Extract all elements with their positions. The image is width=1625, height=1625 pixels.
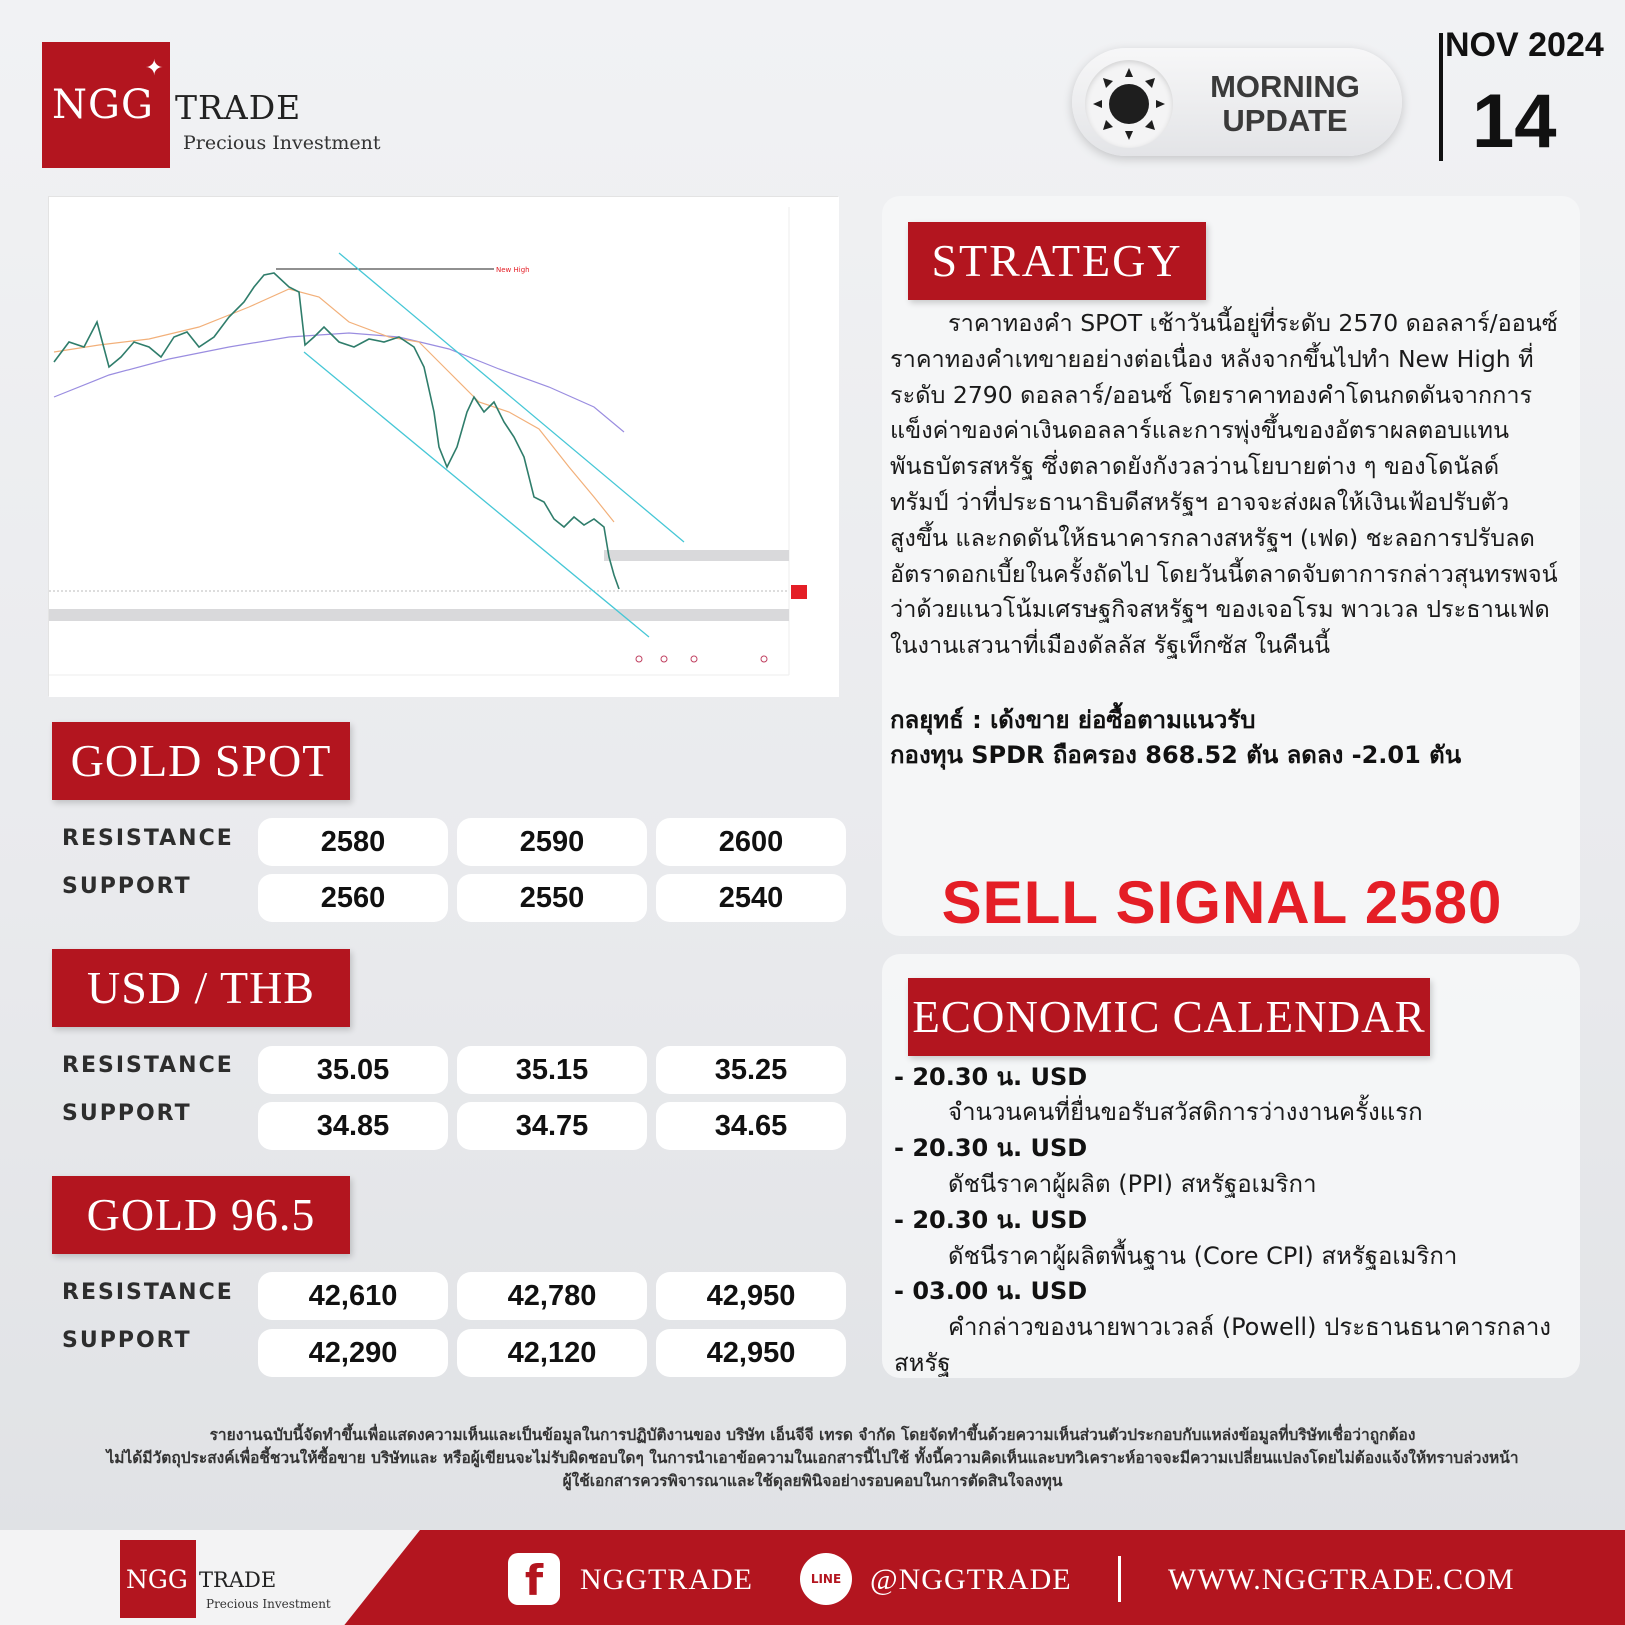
brand-logo-text: NGG xyxy=(52,82,154,128)
footer-logo-tagline: Precious Investment xyxy=(206,1597,331,1611)
website-link[interactable]: WWW.NGGTRADE.COM xyxy=(1168,1563,1515,1596)
event-description: ดัชนีราคาผู้ผลิตพื้นฐาน (Core CPI) สหรัฐอเมริกา xyxy=(948,1242,1458,1270)
strategy-line: แข็งค่าของค่าเงินดอลลาร์และการพุ่งขึ้นของอัตราผลตอบแทน xyxy=(890,416,1510,445)
strategy-line: ราคาทองคำ SPOT เช้าวันนี้อยู่ที่ระดับ 2570 ดอลลาร์/ออนซ์ xyxy=(948,309,1558,337)
strategy-line: ระดับ 2790 ดอลลาร์/ออนซ์ โดยราคาทองคำโดนกดดันจากการ xyxy=(890,380,1533,409)
strategy-line: ทรัมป์ ว่าที่ประธานาธิบดีสหรัฐฯ อาจจะส่งผลให้เงินเฟ้อปรับตัว xyxy=(890,487,1510,516)
gold-965-support-label: SUPPORT xyxy=(62,1328,192,1353)
usd-thb-support-label: SUPPORT xyxy=(62,1101,192,1126)
gold-spot-resistance-1: 2580 xyxy=(258,818,448,866)
disclaimer-line: ไม่ได้มีวัตถุประสงค์เพื่อชี้ชวนให้ซื้อขาย บริษัทและ หรือผู้เขียนจะไม่รับผิดชอบใดๆ ในการนำเอาข้อความในเอกสารนี้ไปใช้ ทั้งนี้ความคิดเห็นและบทวิเคราะห์อาจจะมีความเปลี่ยนแปลงโดยไม่ต้องแจ้งให้ทราบล่วงหน้า xyxy=(106,1449,1519,1467)
strategy-line: อัตราดอกเบี้ยในครั้งถัดไป โดยวันนี้ตลาดจับตาการกล่าวสุนทรพจน์ xyxy=(890,559,1558,588)
current-price-tag xyxy=(791,585,807,599)
event-time: - 20.30 น. USD xyxy=(894,1206,1088,1234)
event-description: จำนวนคนที่ยื่นขอรับสวัสดิการว่างงานครั้งแรก xyxy=(948,1098,1423,1126)
usd-thb-resistance-2: 35.15 xyxy=(457,1046,647,1094)
gold-965-support-2: 42,120 xyxy=(457,1329,647,1377)
gold-965-resistance-label: RESISTANCE xyxy=(62,1280,234,1305)
gold-spot-resistance-2: 2590 xyxy=(457,818,647,866)
gold-965-resistance-1: 42,610 xyxy=(258,1272,448,1320)
gold-spot-support-1: 2560 xyxy=(258,874,448,922)
event-time: - 03.00 น. USD xyxy=(894,1277,1088,1305)
morning-label: MORNING xyxy=(1210,69,1360,104)
facebook-handle[interactable]: NGGTRADE xyxy=(580,1563,753,1596)
gold-spot-support-label: SUPPORT xyxy=(62,874,192,899)
support-zone xyxy=(49,609,789,621)
disclaimer xyxy=(100,1424,1525,1493)
new-high-label: New High xyxy=(496,266,530,274)
brand-trade-text: TRADE xyxy=(175,88,302,127)
brand-tagline: Precious Investment xyxy=(183,132,381,154)
strategy-line: ราคาทองคำเทขายอย่างต่อเนื่อง หลังจากขึ้นไปทำ New High ที่ xyxy=(890,344,1534,373)
gold-965-support-1: 42,290 xyxy=(258,1329,448,1377)
strategy-line: สูงขึ้น และกดดันให้ธนาคารกลางสหรัฐฯ (เฟด) ชะลอการปรับลด xyxy=(890,523,1535,552)
brand-star-icon: ✦ xyxy=(145,56,164,81)
gold-965-support-3: 42,950 xyxy=(656,1329,846,1377)
gold-spot-support-3: 2540 xyxy=(656,874,846,922)
gold-spot-support-2: 2550 xyxy=(457,874,647,922)
strategy-line: ว่าด้วยแนวโน้มเศรษฐกิจสหรัฐฯ ของเจอโรม พาวเวล ประธานเฟด xyxy=(890,595,1550,624)
price-chart-svg xyxy=(49,197,839,697)
event-description: ดัชนีราคาผู้ผลิต (PPI) สหรัฐอเมริกา xyxy=(948,1170,1317,1198)
usd-thb-support-1: 34.85 xyxy=(258,1102,448,1150)
disclaimer-line: รายงานฉบับนี้จัดทำขึ้นเพื่อแสดงความเห็นและเป็นข้อมูลในการปฏิบัติงานของ บริษัท เอ็นจีจี เทรด จำกัด โดยจัดทำขึ้นด้วยความเห็นส่วนตัวประกอบกับแหล่งข้อมูลที่บริษัทเชื่อว่าถูกต้อง xyxy=(209,1426,1416,1444)
update-label: UPDATE xyxy=(1222,103,1348,138)
usd-thb-resistance-3: 35.25 xyxy=(656,1046,846,1094)
usd-thb-support-2: 34.75 xyxy=(457,1102,647,1150)
morning-update-label xyxy=(1190,70,1380,138)
date-divider xyxy=(1439,33,1443,161)
strategy-line: ในงานเสวนาที่เมืองดัลลัส รัฐเท็กซัส ในคืนนี้ xyxy=(890,631,1331,660)
calendar-header: ECONOMIC CALENDAR xyxy=(908,978,1430,1056)
resistance-zone xyxy=(604,550,789,561)
gold-spot-header: GOLD SPOT xyxy=(52,722,350,800)
strategy-body xyxy=(890,306,1588,664)
footer-logo-text: NGG xyxy=(126,1565,188,1594)
price-chart xyxy=(48,196,838,696)
gold-spot-resistance-label: RESISTANCE xyxy=(62,826,234,851)
disclaimer-line: ผู้ใช้เอกสารควรพิจารณาและใช้ดุลยพินิจอย่างรอบคอบในการตัดสินใจลงทุน xyxy=(562,1472,1063,1490)
line-handle[interactable]: @NGGTRADE xyxy=(870,1563,1072,1596)
usd-thb-resistance-label: RESISTANCE xyxy=(62,1053,234,1078)
strategy-header: STRATEGY xyxy=(908,222,1206,300)
event-time: - 20.30 น. USD xyxy=(894,1134,1088,1162)
event-time: - 20.30 น. USD xyxy=(894,1063,1088,1091)
usd-thb-support-3: 34.65 xyxy=(656,1102,846,1150)
event-description-cont: สหรัฐ xyxy=(894,1349,951,1377)
footer-divider xyxy=(1118,1556,1121,1602)
gold-spot-resistance-3: 2600 xyxy=(656,818,846,866)
usd-thb-header: USD / THB xyxy=(52,949,350,1027)
strategy-plan: กลยุทธ์ : เด้งขาย ย่อซื้อตามแนวรับ xyxy=(890,706,1256,734)
facebook-icon[interactable]: f xyxy=(508,1553,560,1605)
date-day: 14 xyxy=(1472,79,1557,164)
sell-signal: SELL SIGNAL 2580 xyxy=(941,869,1503,936)
footer-logo-trade: TRADE xyxy=(199,1568,277,1592)
gold-965-resistance-3: 42,950 xyxy=(656,1272,846,1320)
spdr-holdings: กองทุน SPDR ถือครอง 868.52 ตัน ลดลง -2.01 ตัน xyxy=(890,741,1462,769)
date-month-year: NOV 2024 xyxy=(1445,26,1604,64)
strategy-line: พันธบัตรสหรัฐ ซึ่งตลาดยังกังวลว่านโยบายต่าง ๆ ของโดนัลด์ xyxy=(890,452,1500,481)
usd-thb-resistance-1: 35.05 xyxy=(258,1046,448,1094)
gold-965-header: GOLD 96.5 xyxy=(52,1176,350,1254)
sun-icon xyxy=(1085,60,1173,148)
line-icon[interactable]: LINE xyxy=(800,1553,852,1605)
event-description: คำกล่าวของนายพาวเวลล์ (Powell) ประธานธนาคารกลาง xyxy=(948,1313,1552,1341)
gold-965-resistance-2: 42,780 xyxy=(457,1272,647,1320)
